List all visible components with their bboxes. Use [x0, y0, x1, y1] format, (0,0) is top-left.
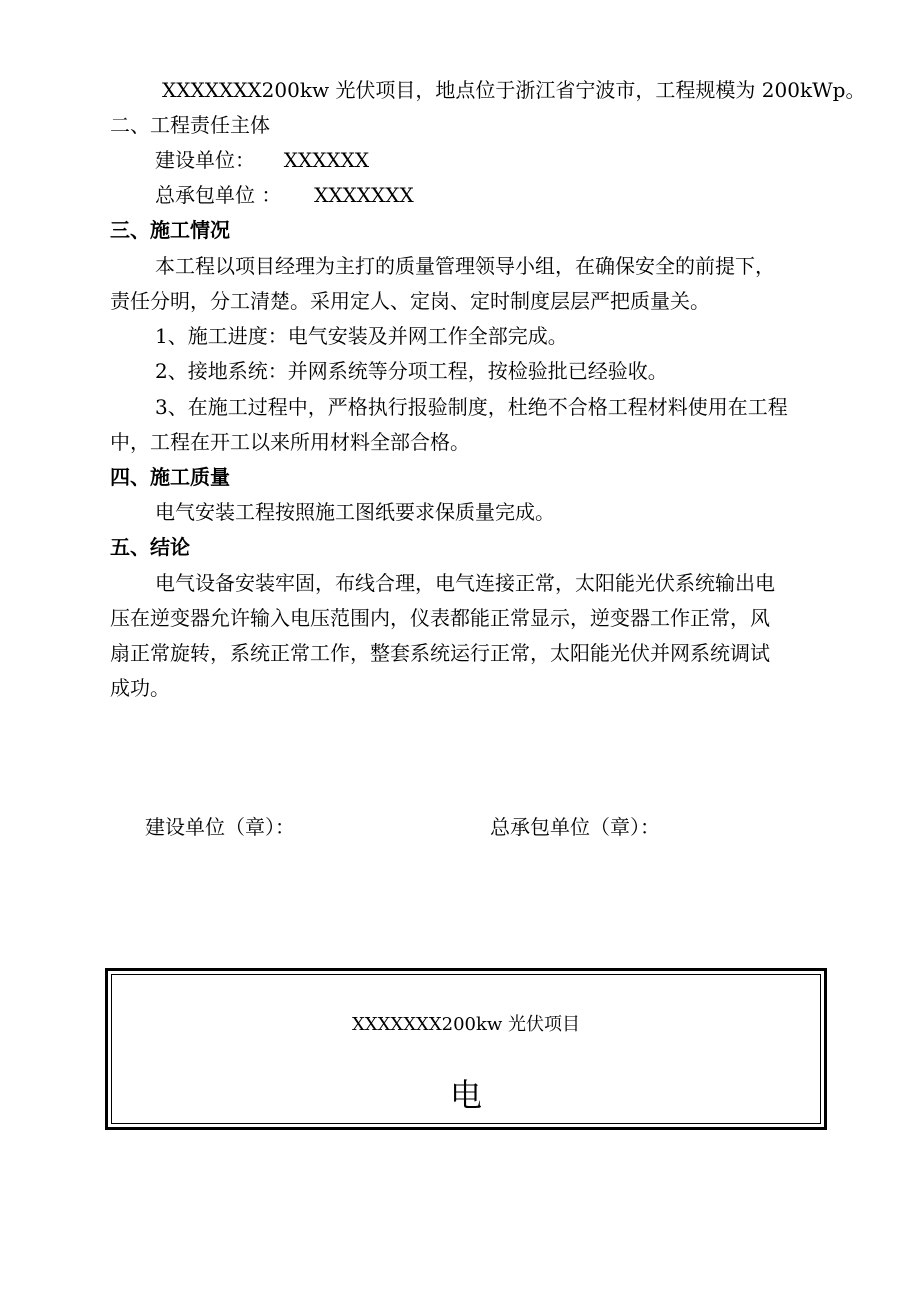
builder-label: 建设单位：	[155, 148, 255, 172]
cover-title: XXXXXXX200kw 光伏项目	[351, 1014, 581, 1035]
section-4-heading: 四、施工质量	[110, 465, 230, 489]
contractor-value: XXXXXXX	[314, 183, 414, 207]
project-intro-line: XXXXXXX200kw 光伏项目，地点位于浙江省宁波市，工程规模为 200kWp。	[162, 78, 866, 102]
section-3-item1: 1、施工进度：电气安装及并网工作全部完成。	[155, 324, 568, 348]
section-3-para1-line2: 责任分明，分工清楚。采用定人、定岗、定时制度层层严把质量关。	[110, 289, 710, 313]
section-5-line1: 电气设备安装牢固，布线合理，电气连接正常，太阳能光伏系统输出电	[155, 571, 775, 595]
section-4-text: 电气安装工程按照施工图纸要求保质量完成。	[155, 500, 555, 524]
section-3-item2: 2、接地系统：并网系统等分项工程，按检验批已经验收。	[155, 359, 668, 383]
contractor-row	[155, 181, 414, 209]
builder-seal-label: 建设单位（章）：	[145, 815, 295, 839]
section-3-para1-line1: 本工程以项目经理为主打的质量管理领导小组，在确保安全的前提下，	[155, 254, 775, 278]
section-3-item3-line2: 中，工程在开工以来所用材料全部合格。	[110, 430, 470, 454]
section-5-line2: 压在逆变器允许输入电压范围内，仪表都能正常显示，逆变器工作正常，风	[110, 606, 770, 630]
builder-row	[155, 146, 369, 174]
cover-big-character: 电	[449, 1076, 482, 1114]
contractor-label: 总承包单位 ：	[155, 183, 282, 207]
contractor-seal-label: 总承包单位（章）：	[490, 815, 660, 839]
section-2-heading: 二、工程责任主体	[110, 113, 270, 137]
section-5-heading: 五、结论	[110, 535, 190, 559]
builder-value: XXXXXX	[283, 148, 370, 172]
cover-frame	[105, 968, 827, 1130]
section-3-item3-line1: 3、在施工过程中，严格执行报验制度，杜绝不合格工程材料使用在工程	[155, 395, 788, 419]
section-3-heading: 三、施工情况	[110, 218, 230, 242]
section-5-line4: 成功。	[110, 676, 170, 700]
section-5-line3: 扇正常旋转，系统正常工作，整套系统运行正常，太阳能光伏并网系统调试	[110, 641, 770, 665]
